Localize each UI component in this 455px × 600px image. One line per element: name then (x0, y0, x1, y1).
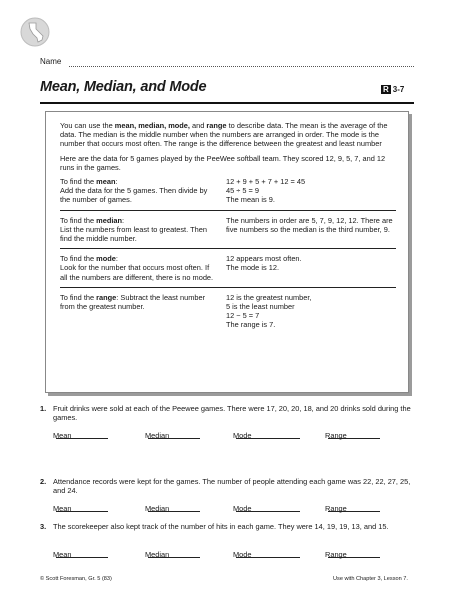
footer-lesson: Use with Chapter 3, Lesson 7. (333, 576, 408, 582)
row-divider (60, 210, 396, 211)
mode-blank-3[interactable] (236, 550, 300, 558)
footer-copyright: © Scott Foresman, Gr. 5 (83) (40, 576, 112, 582)
range-blank-3[interactable] (328, 550, 380, 558)
explanation-panel (45, 111, 409, 393)
name-line[interactable] (69, 66, 414, 67)
intro (60, 121, 396, 172)
row-divider (60, 287, 396, 288)
row-mean: To find the mean: Add the data for the 5 games. Then divide by the number of games. 12 + 9 + 5 + 7 + 12 = 45 45 ÷ 5 = 9 The mean is 9. (60, 177, 306, 205)
intro-paragraph-2: Here are the data for 5 games played by the PeeWee softball team. They scored 12, 9, 5, 7, and 12 runs in the games. (60, 153, 386, 172)
range-blank-2[interactable] (328, 504, 380, 512)
median-blank-3[interactable] (148, 550, 200, 558)
california-logo (20, 17, 50, 47)
badge-number: 3-7 (392, 85, 405, 94)
title-rule (40, 102, 414, 104)
row-median: To find the median: List the numbers from least to greatest. Then find the middle number. The numbers in order are 5, 7, 9, 12, 12. There are five numbers so the median is the third number, 9. (60, 215, 393, 244)
name-label: Name (40, 57, 62, 66)
row-divider (60, 248, 396, 249)
intro-paragraph-1: You can use the mean, median, mode, and range to describe data. The mean is the average of the data. The median is the middle number when the numbers are arranged in order. The mode is the number that occurs most often. The range is the difference between the greatest and least number (60, 121, 388, 149)
mean-blank-3[interactable] (56, 550, 108, 558)
mode-blank-2[interactable] (236, 504, 300, 512)
lesson-badge (381, 85, 404, 94)
row-range: To find the range: Subtract the least number from the greatest number. 12 is the greatest number, 5 is the least number 12 − 5 = 7 The range is 7. (60, 292, 312, 330)
page-title: Mean, Median, and Mode (40, 79, 207, 95)
median-blank-2[interactable] (148, 504, 200, 512)
range-blank-1[interactable] (328, 431, 380, 439)
mode-blank-1[interactable] (236, 431, 300, 439)
mean-blank-2[interactable] (56, 504, 108, 512)
median-blank-1[interactable] (148, 431, 200, 439)
row-mode: To find the mode: Look for the number that occurs most often. If all the numbers are different, there is no mode. 12 appears most often. The mode is 12. (60, 254, 302, 282)
mean-blank-1[interactable] (56, 431, 108, 439)
badge-letter: R (383, 85, 389, 94)
